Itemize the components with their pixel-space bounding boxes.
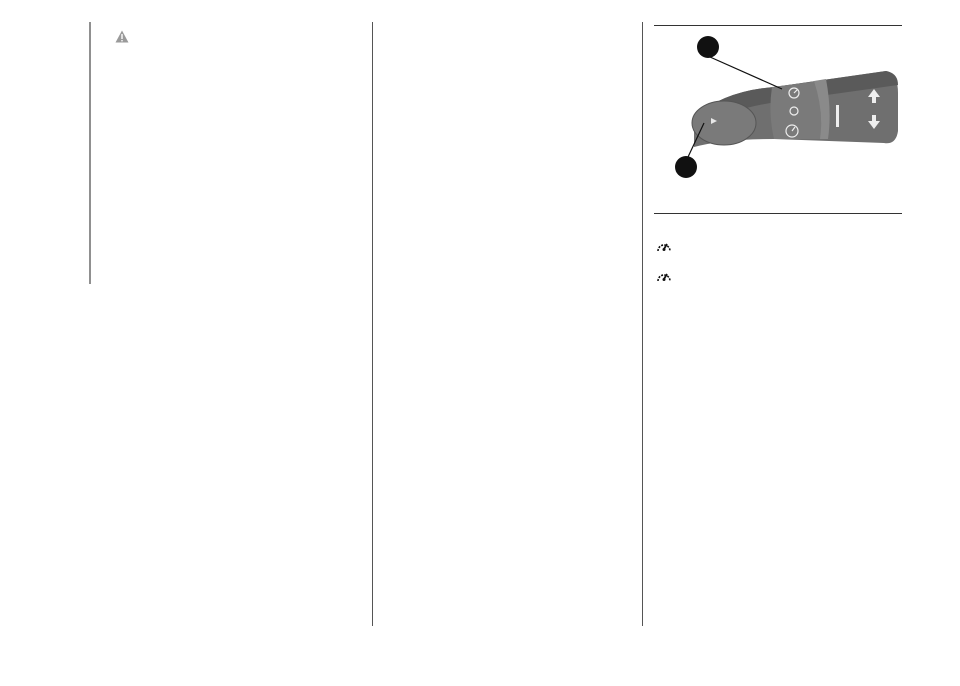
column-middle: [384, 22, 634, 28]
activation-text: [654, 238, 904, 261]
indicator-text: [654, 268, 904, 291]
column-divider: [372, 22, 373, 626]
column-left: [115, 22, 365, 49]
speedometer-icon: [656, 239, 672, 261]
column-right: [654, 232, 904, 302]
lever-illustration: [654, 27, 902, 195]
warning-reference: [115, 29, 365, 49]
figure-bottom-rule: [654, 213, 902, 214]
warning-icon: [115, 29, 129, 49]
column-divider: [642, 22, 643, 626]
section-title: [54, 22, 94, 292]
figure-top-rule: [654, 25, 902, 26]
speed-limiter-lamp-icon: [656, 269, 672, 291]
figure-68: [654, 25, 902, 205]
